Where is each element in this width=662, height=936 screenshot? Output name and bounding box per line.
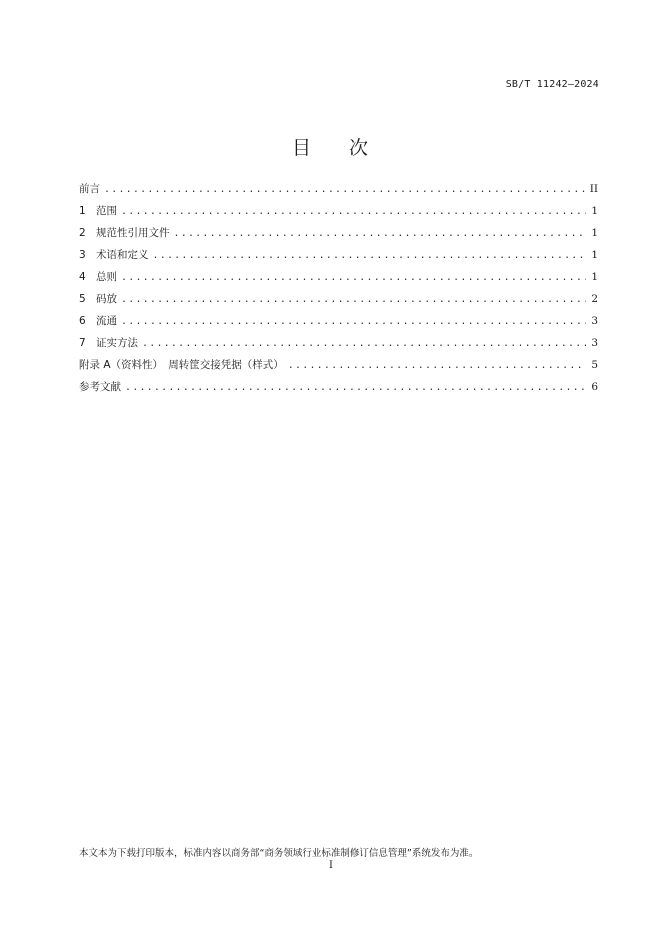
toc-leader-dots — [142, 335, 586, 353]
toc-entry-terms-definitions[interactable] — [79, 246, 598, 268]
toc-leader-dots — [174, 225, 587, 243]
toc-entry-number: 2 — [79, 227, 86, 239]
toc-entry-label: 前言 — [79, 183, 100, 195]
document-code: SB/T 11242—2024 — [505, 79, 599, 90]
toc-entry-number: 1 — [79, 205, 86, 217]
page-title — [0, 133, 662, 160]
toc-entry-page: 1 — [591, 271, 598, 283]
table-of-contents — [79, 180, 598, 400]
toc-entry-scope[interactable] — [79, 202, 598, 224]
toc-entry-page: 1 — [591, 249, 598, 261]
toc-leader-dots — [288, 357, 586, 375]
toc-entry-label: 流通 — [96, 315, 117, 327]
toc-entry-bibliography[interactable] — [79, 378, 598, 400]
download-disclaimer: 本文本为下载打印版本，标准内容以商务部“商务领域行业标准制修订信息管理”系统发布为准。 — [79, 848, 479, 859]
toc-entry-annex-a[interactable] — [79, 356, 598, 378]
toc-entry-stacking[interactable] — [79, 290, 598, 312]
toc-entry-normative-references[interactable] — [79, 224, 598, 246]
toc-entry-label: 术语和定义 — [96, 249, 149, 261]
toc-entry-label: 参考文献 — [79, 381, 121, 393]
toc-leader-dots — [121, 313, 586, 331]
toc-entry-page: II — [589, 183, 598, 195]
toc-entry-circulation[interactable] — [79, 312, 598, 334]
toc-entry-number: 7 — [79, 337, 86, 349]
title-char-2: 次 — [349, 137, 371, 159]
toc-entry-number: 4 — [79, 271, 86, 283]
toc-entry-label: 总则 — [96, 271, 117, 283]
toc-leader-dots — [125, 379, 586, 397]
toc-entry-page: 5 — [591, 359, 598, 371]
title-char-1: 目 — [291, 137, 313, 159]
toc-entry-number: 5 — [79, 293, 86, 305]
toc-entry-page: 1 — [591, 205, 598, 217]
page-number: I — [329, 860, 333, 871]
toc-entry-label: 规范性引用文件 — [96, 227, 170, 239]
toc-entry-label: 证实方法 — [96, 337, 138, 349]
toc-entry-foreword[interactable] — [79, 180, 598, 202]
toc-entry-label: 范围 — [96, 205, 117, 217]
toc-entry-page: 6 — [591, 381, 598, 393]
toc-entry-general[interactable] — [79, 268, 598, 290]
toc-leader-dots — [121, 291, 586, 309]
toc-leader-dots — [121, 203, 586, 221]
toc-leader-dots — [121, 269, 586, 287]
toc-entry-page: 3 — [591, 337, 598, 349]
toc-entry-page: 1 — [591, 227, 598, 239]
toc-leader-dots — [153, 247, 587, 265]
toc-entry-label: 码放 — [96, 293, 117, 305]
toc-entry-verification-methods[interactable] — [79, 334, 598, 356]
toc-entry-number: 6 — [79, 315, 86, 327]
toc-entry-number: 3 — [79, 249, 86, 261]
toc-entry-label: 附录 A（资料性） 周转筐交接凭据（样式） — [79, 359, 284, 371]
toc-entry-page: 3 — [591, 315, 598, 327]
toc-leader-dots — [104, 181, 586, 199]
toc-entry-page: 2 — [591, 293, 598, 305]
